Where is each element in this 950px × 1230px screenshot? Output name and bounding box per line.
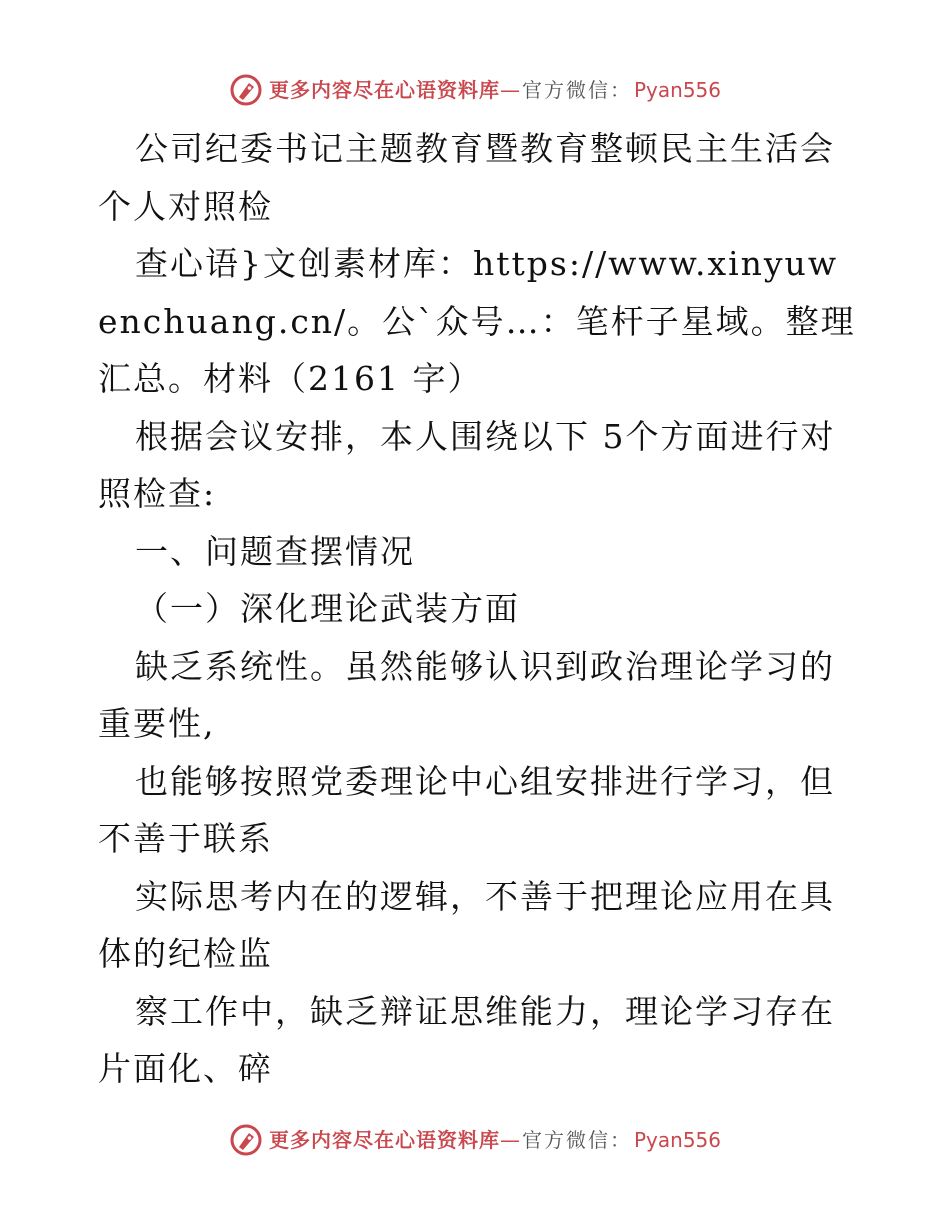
document-paragraph: 查心语}文创素材库：https://www.xinyuwenchuang.cn/。公`众号…：笔杆子星域。整理汇总。材料（2161 字）	[98, 244, 856, 398]
watermark-wechat-label: 官方微信：	[521, 78, 632, 102]
document-body	[98, 120, 858, 1098]
document-paragraph: 根据会议安排，本人围绕以下 5个方面进行对照检查:	[98, 416, 836, 513]
watermark-dash: —	[499, 1128, 520, 1152]
pen-nib-seal-icon	[229, 73, 263, 107]
watermark-wechat-id: Pyan556	[633, 1128, 721, 1152]
pen-nib-seal-icon	[229, 1123, 263, 1157]
document-paragraph: 实际思考内在的逻辑，不善于把理论应用在具体的纪检监	[98, 876, 835, 973]
section-heading: 一、问题查摆情况	[135, 531, 415, 571]
watermark-banner-top	[0, 70, 950, 110]
watermark-wechat-label: 官方微信：	[521, 1128, 632, 1152]
watermark-main-text: 更多内容尽在心语资料库	[268, 1128, 500, 1152]
watermark-main-text: 更多内容尽在心语资料库	[268, 78, 500, 102]
watermark-banner-bottom	[0, 1120, 950, 1160]
document-title: 公司纪委书记主题教育暨教育整顿民主生活会个人对照检	[98, 129, 835, 226]
watermark-wechat-id: Pyan556	[633, 78, 721, 102]
document-paragraph: 察工作中，缺乏辩证思维能力，理论学习存在片面化、碎	[98, 991, 835, 1088]
document-paragraph: 也能够按照党委理论中心组安排进行学习，但不善于联系	[98, 761, 835, 858]
watermark-dash: —	[499, 78, 520, 102]
subsection-heading: （一）深化理论武装方面	[135, 589, 520, 628]
document-paragraph: 缺乏系统性。虽然能够认识到政治理论学习的重要性,	[98, 646, 835, 743]
